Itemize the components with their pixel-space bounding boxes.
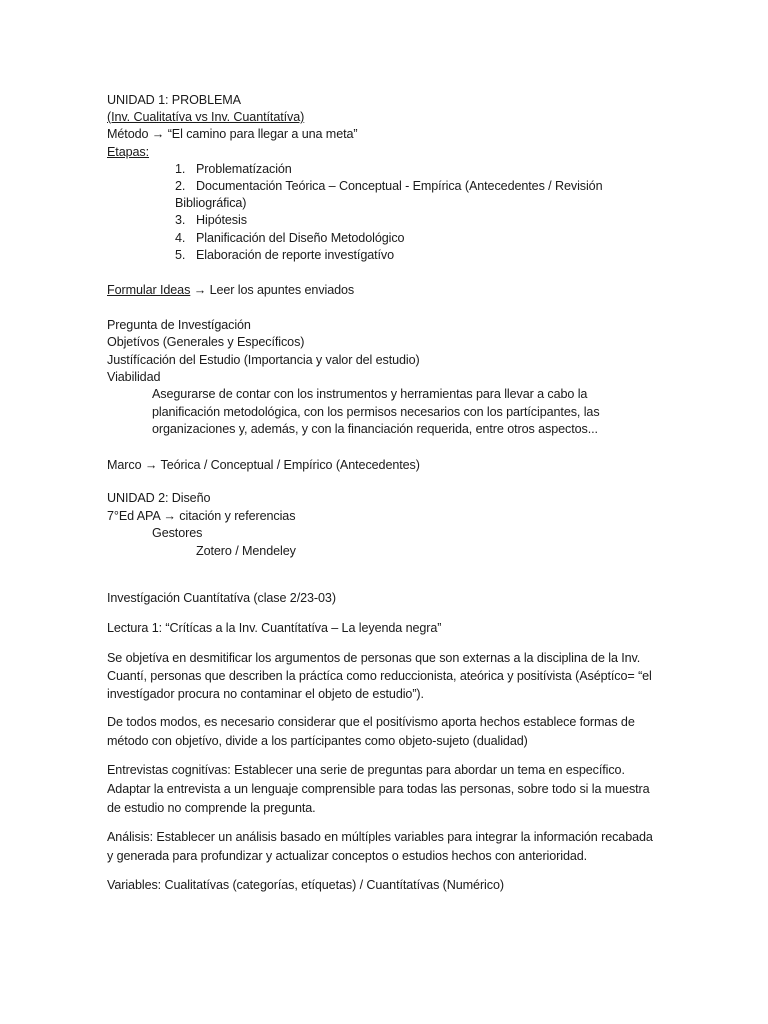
stages-label: Etapas: xyxy=(107,145,150,159)
paragraph-line: investígador procura no contaminar el objeto de estudio”). xyxy=(107,687,424,701)
reading-line: Lectura 1: “Crítícas a la Inv. Cuantítatíva – La leyenda negra” xyxy=(107,621,442,635)
stage-number: 5. xyxy=(175,248,186,262)
stage-text: Problematízación xyxy=(196,162,292,176)
formular-label: Formular Ideas xyxy=(107,283,191,297)
paragraph-line: de estudio no comprende la pregunta. xyxy=(107,801,316,815)
paragraph-line: Cuantí, personas que describen la práctíca como reduccionista, ateórica y positívista (Aséptíco= “el xyxy=(107,669,652,683)
stage-number: 4. xyxy=(175,231,186,245)
unit1-title: UNIDAD 1: PROBLEMA xyxy=(107,93,241,107)
tools-line: Zotero / Mendeley xyxy=(196,544,296,558)
paragraph-line: Adaptar la entrevista a un lenguaje comprensible para todas las personas, sobre todo si la muestra xyxy=(107,782,650,796)
unit2-title: UNIDAD 2: Diseño xyxy=(107,491,211,505)
stage-item xyxy=(175,161,292,178)
paragraph-line: método con objetívo, divide a los partícipantes como objeto-sujeto (dualidad) xyxy=(107,734,528,748)
stage-text: Bibliográfica) xyxy=(175,196,247,210)
quant-title: Investígación Cuantítatíva (clase 2/23-03) xyxy=(107,591,336,605)
marco-line: Marco → Teórica / Conceptual / Empírico (Antecedentes) xyxy=(107,458,420,472)
formular-line xyxy=(107,282,354,299)
apa-line: 7°Ed APA → citación y referencias xyxy=(107,509,296,523)
variables-line: Variables: Cualitatívas (categorías, etíquetas) / Cuantítatívas (Numérico) xyxy=(107,878,504,892)
stage-text: Planificación del Diseño Metodológico xyxy=(196,231,405,245)
stage-number: 2. xyxy=(175,179,186,193)
stage-text: Hipótesis xyxy=(196,213,247,227)
stage-item xyxy=(175,230,404,247)
paragraph-line: Se objetíva en desmitificar los argumentos de personas que son externas a la disciplina de la Inv. xyxy=(107,651,641,665)
managers-line: Gestores xyxy=(152,526,203,540)
paragraph-line: Análisis: Establecer un análisis basado en múltíples variables para integrar la información recabada xyxy=(107,830,653,844)
paragraph-line: De todos modos, es necesario considerar que el positívismo aporta hechos establece formas de xyxy=(107,715,635,729)
topic-item: Objetívos (Generales y Específicos) xyxy=(107,335,305,349)
stage-text: Elaboración de reporte investígatívo xyxy=(196,248,395,262)
topic-item: Viabilidad xyxy=(107,370,161,384)
paragraph-line: Entrevistas cognitívas: Establecer una serie de preguntas para abordar un tema en específico. xyxy=(107,763,625,777)
viability-line: Asegurarse de contar con los instrumentos y herramientas para llevar a cabo la xyxy=(152,387,588,401)
stage-item xyxy=(175,178,602,195)
method-line: Método → “El camino para llegar a una meta” xyxy=(107,127,358,141)
topic-item: Justífícación del Estudio (Importancia y valor del estudio) xyxy=(107,353,420,367)
stage-number: 1. xyxy=(175,162,186,176)
unit1-subtitle: (Inv. Cualitatíva vs Inv. Cuantítatíva) xyxy=(107,110,305,124)
stage-text: Documentación Teórica – Conceptual - Empírica (Antecedentes / Revisión xyxy=(196,179,603,193)
viability-line: organizaciones y, además, y con la financiación requerida, entre otros aspectos... xyxy=(152,422,598,436)
formular-rest: → Leer los apuntes enviados xyxy=(190,283,355,297)
stage-number: 3. xyxy=(175,213,186,227)
paragraph-line: y generada para profundizar y actualizar conceptos o estudios hechos con anterioridad. xyxy=(107,849,588,863)
stage-item xyxy=(175,212,247,229)
viability-line: planificación metodológica, con los permisos necesarios con los partícipantes, las xyxy=(152,405,600,419)
stage-item xyxy=(175,247,394,264)
topic-item: Pregunta de Investígación xyxy=(107,318,251,332)
stage-item-continuation xyxy=(175,195,246,212)
